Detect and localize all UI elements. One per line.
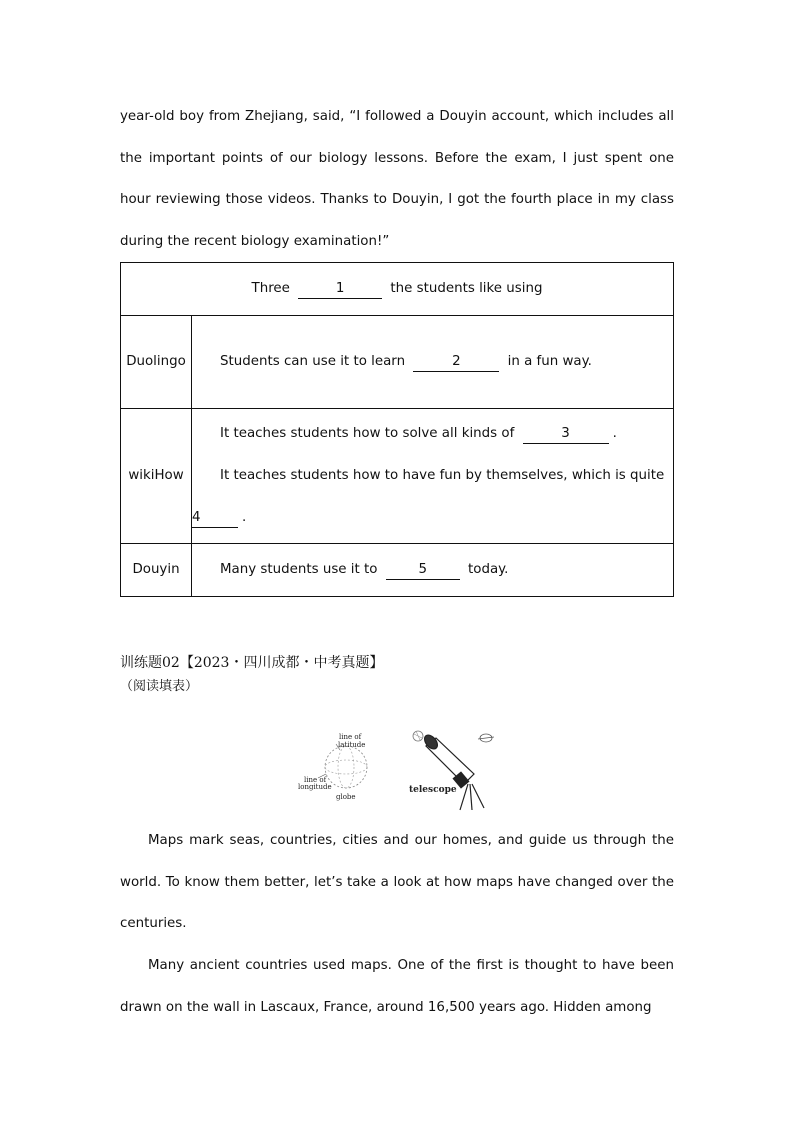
- label-telescope: telescope: [409, 785, 457, 795]
- row-name-douyin: Douyin: [121, 544, 192, 597]
- row-name-wikihow: wikiHow: [121, 409, 192, 544]
- row-content-duolingo: [192, 316, 674, 409]
- row-name-duolingo: Duolingo: [121, 316, 192, 409]
- blank-4[interactable]: 4: [192, 509, 238, 528]
- duolingo-line: [192, 341, 673, 383]
- table-header-row: [121, 263, 674, 316]
- table-header-cell: [121, 263, 674, 316]
- wikihow-line-2: It teaches students how to have fun by themselves, which is quite: [220, 468, 665, 483]
- douyin-text-pre: Many students use it to: [220, 562, 378, 577]
- paragraph-2: Many ancient countries used maps. One of the first is thought to have been drawn on the wall in Lascaux, France, around 16,500 years ago. Hidden among: [120, 958, 674, 1015]
- table-row-duolingo: [121, 316, 674, 409]
- label-longitude-2: longitude: [298, 783, 332, 791]
- wikihow-line-1: [192, 413, 673, 455]
- section-subtitle: （阅读填表）: [120, 679, 199, 694]
- label-latitude-2: latitude: [338, 741, 366, 749]
- wikihow-period-1: .: [612, 426, 617, 441]
- top-paragraph: year-old boy from Zhejiang, said, “I followed a Douyin account, which includes all the important points of our biology lessons. Before the exam, I just spent one hour reviewing those videos. Thanks to Douyin, I got the fourth place in my class during the recent biology examination!”: [120, 109, 674, 249]
- duolingo-text-pre: Students can use it to learn: [220, 354, 406, 369]
- row-content-wikihow: [192, 409, 674, 544]
- label-latitude-1: line of: [339, 733, 362, 741]
- douyin-line: [192, 549, 673, 591]
- label-longitude-1: line of: [304, 776, 327, 784]
- blank-5[interactable]: 5: [386, 561, 460, 580]
- paragraph-1: Maps mark seas, countries, cities and our homes, and guide us through the world. To know them better, let’s take a look at how maps have changed over the centuries.: [120, 833, 674, 931]
- blank-1[interactable]: 1: [298, 280, 382, 299]
- telescope-icon: [413, 731, 494, 810]
- header-text-pre: Three: [251, 280, 290, 296]
- table-row-wikihow: [121, 409, 674, 544]
- wikihow-line-3: [192, 497, 673, 539]
- wikihow-text-1: It teaches students how to solve all kinds of: [220, 426, 515, 441]
- blank-2[interactable]: 2: [413, 353, 499, 372]
- blank-3[interactable]: 3: [523, 425, 609, 444]
- section-title: 训练题02【2023・四川成都・中考真题】: [120, 655, 384, 671]
- duolingo-text-post: in a fun way.: [507, 354, 592, 369]
- label-globe: globe: [336, 793, 356, 801]
- reading-table: [120, 262, 674, 597]
- wikihow-period-2: .: [242, 510, 247, 525]
- header-text-post: the students like using: [390, 280, 543, 296]
- table-row-douyin: [121, 544, 674, 597]
- douyin-text-post: today.: [468, 562, 509, 577]
- row-content-douyin: [192, 544, 674, 597]
- globe-telescope-illustration: [296, 722, 506, 814]
